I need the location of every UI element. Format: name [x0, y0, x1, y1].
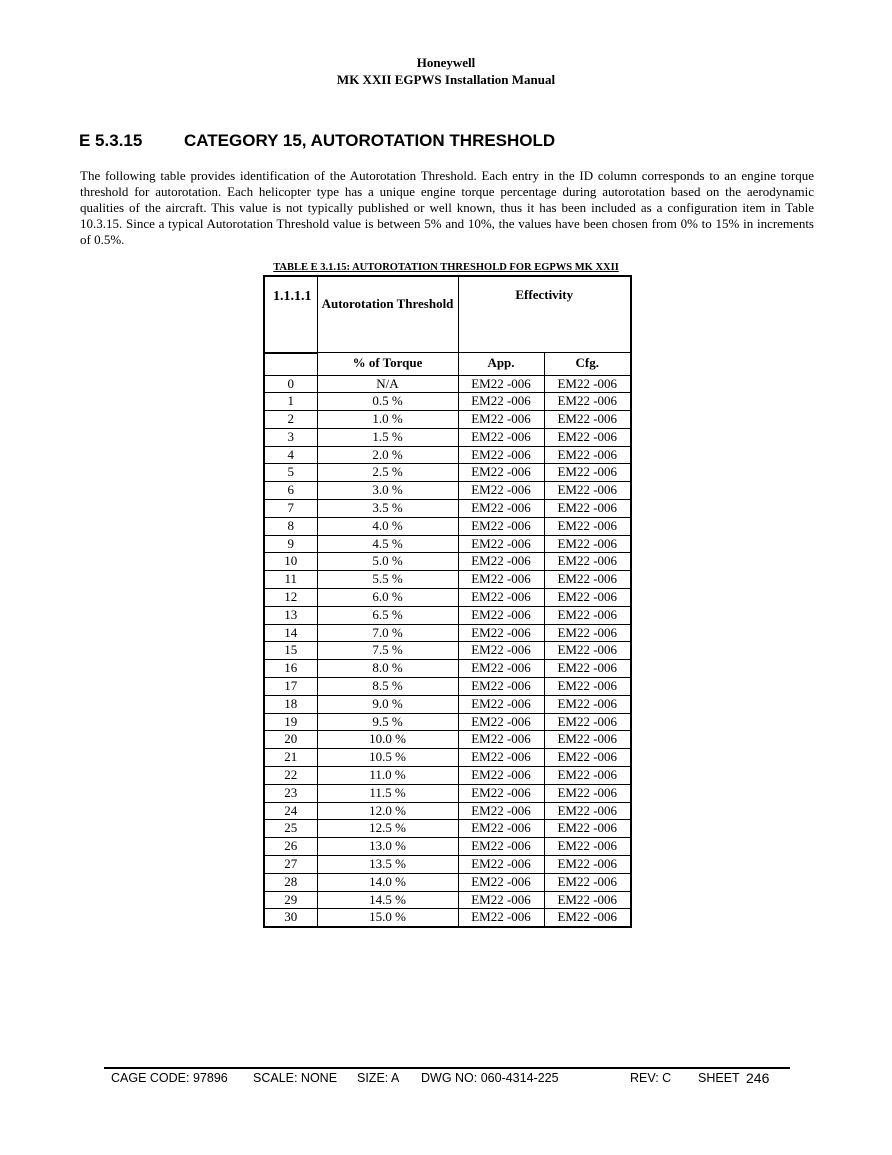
cfg-cell: EM22 -006	[544, 535, 631, 553]
app-cell: EM22 -006	[458, 428, 544, 446]
threshold-cell: 14.0 %	[317, 873, 458, 891]
id-cell: 9	[264, 535, 317, 553]
threshold-column-header: Autorotation Threshold	[317, 276, 458, 353]
cfg-cell: EM22 -006	[544, 517, 631, 535]
id-cell: 26	[264, 838, 317, 856]
table-caption: TABLE E 3.1.15: AUTOROTATION THRESHOLD FOR EGPWS MK XXII	[273, 262, 619, 273]
table-row	[264, 446, 631, 464]
intro-paragraph: The following table provides identification of the Autorotation Threshold. Each entry in the ID column corresponds to an engine torque threshold for autorotation. Each helicopter type has a unique engine torque percentage during autorotation based on the aerodynamic qualities of the aircraft. This value is not typically published or well known, thus it has been included as a configuration item in Table 10.3.15. Since a typical Autorotation Threshold value is between 5% and 10%, the values have been chosen from 0% to 15% in increments of 0.5%.	[80, 168, 814, 247]
table-row	[264, 713, 631, 731]
app-cell: EM22 -006	[458, 678, 544, 696]
table-row	[264, 909, 631, 927]
cfg-cell: EM22 -006	[544, 909, 631, 927]
cfg-subheader: Cfg.	[544, 353, 631, 376]
table-subheader-row	[264, 353, 631, 376]
threshold-cell: 14.5 %	[317, 891, 458, 909]
id-cell: 8	[264, 517, 317, 535]
cfg-cell: EM22 -006	[544, 375, 631, 393]
app-cell: EM22 -006	[458, 660, 544, 678]
id-cell: 4	[264, 446, 317, 464]
cfg-cell: EM22 -006	[544, 767, 631, 785]
id-cell: 30	[264, 909, 317, 927]
id-column-header: 1.1.1.1	[264, 276, 317, 353]
id-cell: 22	[264, 767, 317, 785]
cfg-cell: EM22 -006	[544, 571, 631, 589]
table-row	[264, 606, 631, 624]
threshold-cell: 5.5 %	[317, 571, 458, 589]
cfg-cell: EM22 -006	[544, 820, 631, 838]
table-row	[264, 695, 631, 713]
app-cell: EM22 -006	[458, 517, 544, 535]
footer-divider	[104, 1067, 790, 1069]
table-body	[264, 375, 631, 927]
id-cell: 0	[264, 375, 317, 393]
autorotation-threshold-table	[263, 275, 632, 928]
app-cell: EM22 -006	[458, 820, 544, 838]
id-cell: 15	[264, 642, 317, 660]
app-cell: EM22 -006	[458, 464, 544, 482]
table-row	[264, 553, 631, 571]
table-row	[264, 571, 631, 589]
app-cell: EM22 -006	[458, 695, 544, 713]
id-cell: 17	[264, 678, 317, 696]
table-row	[264, 802, 631, 820]
threshold-cell: 1.5 %	[317, 428, 458, 446]
app-cell: EM22 -006	[458, 482, 544, 500]
id-cell: 27	[264, 856, 317, 874]
cfg-cell: EM22 -006	[544, 695, 631, 713]
threshold-cell: 7.5 %	[317, 642, 458, 660]
threshold-cell: 10.0 %	[317, 731, 458, 749]
id-cell: 12	[264, 589, 317, 607]
cfg-cell: EM22 -006	[544, 802, 631, 820]
footer-rev: REV: C	[630, 1071, 672, 1085]
cfg-cell: EM22 -006	[544, 464, 631, 482]
footer-size: SIZE: A	[357, 1071, 400, 1085]
id-cell: 24	[264, 802, 317, 820]
app-cell: EM22 -006	[458, 589, 544, 607]
table-row	[264, 393, 631, 411]
threshold-cell: 12.5 %	[317, 820, 458, 838]
table-row	[264, 411, 631, 429]
app-subheader: App.	[458, 353, 544, 376]
cfg-cell: EM22 -006	[544, 749, 631, 767]
footer-sheet-label: SHEET	[698, 1071, 740, 1085]
table-row	[264, 873, 631, 891]
app-cell: EM22 -006	[458, 767, 544, 785]
threshold-cell: 10.5 %	[317, 749, 458, 767]
table-row	[264, 820, 631, 838]
cfg-cell: EM22 -006	[544, 411, 631, 429]
app-cell: EM22 -006	[458, 909, 544, 927]
table-row	[264, 660, 631, 678]
section-heading	[79, 131, 555, 151]
threshold-cell: 8.5 %	[317, 678, 458, 696]
section-title: CATEGORY 15, AUTOROTATION THRESHOLD	[184, 131, 556, 150]
app-cell: EM22 -006	[458, 553, 544, 571]
table-row	[264, 535, 631, 553]
id-cell: 5	[264, 464, 317, 482]
header-manual-title: MK XXII EGPWS Installation Manual	[336, 72, 556, 87]
header-company: Honeywell	[416, 55, 476, 70]
cfg-cell: EM22 -006	[544, 589, 631, 607]
id-cell: 28	[264, 873, 317, 891]
app-cell: EM22 -006	[458, 535, 544, 553]
id-cell: 7	[264, 500, 317, 518]
table-row	[264, 838, 631, 856]
table-row	[264, 856, 631, 874]
id-cell: 11	[264, 571, 317, 589]
footer-cage-code: CAGE CODE: 97896	[111, 1071, 228, 1085]
threshold-cell: 2.0 %	[317, 446, 458, 464]
cfg-cell: EM22 -006	[544, 642, 631, 660]
cfg-cell: EM22 -006	[544, 678, 631, 696]
unit-subheader: % of Torque	[317, 353, 458, 376]
threshold-cell: 4.0 %	[317, 517, 458, 535]
footer-sheet-number: 246	[746, 1070, 770, 1086]
id-cell: 20	[264, 731, 317, 749]
app-cell: EM22 -006	[458, 446, 544, 464]
table-row	[264, 891, 631, 909]
threshold-cell: N/A	[317, 375, 458, 393]
id-cell: 21	[264, 749, 317, 767]
app-cell: EM22 -006	[458, 642, 544, 660]
table-row	[264, 642, 631, 660]
app-cell: EM22 -006	[458, 571, 544, 589]
cfg-cell: EM22 -006	[544, 482, 631, 500]
cfg-cell: EM22 -006	[544, 891, 631, 909]
threshold-cell: 3.5 %	[317, 500, 458, 518]
cfg-cell: EM22 -006	[544, 553, 631, 571]
id-cell: 18	[264, 695, 317, 713]
id-cell: 10	[264, 553, 317, 571]
app-cell: EM22 -006	[458, 411, 544, 429]
threshold-cell: 6.0 %	[317, 589, 458, 607]
id-cell: 2	[264, 411, 317, 429]
threshold-cell: 11.5 %	[317, 784, 458, 802]
app-cell: EM22 -006	[458, 873, 544, 891]
app-cell: EM22 -006	[458, 375, 544, 393]
threshold-cell: 8.0 %	[317, 660, 458, 678]
threshold-cell: 5.0 %	[317, 553, 458, 571]
cfg-cell: EM22 -006	[544, 393, 631, 411]
cfg-cell: EM22 -006	[544, 624, 631, 642]
table-row	[264, 375, 631, 393]
table-row	[264, 428, 631, 446]
cfg-cell: EM22 -006	[544, 873, 631, 891]
app-cell: EM22 -006	[458, 393, 544, 411]
id-subheader	[264, 353, 317, 376]
footer-dwg-no: DWG NO: 060-4314-225	[421, 1071, 559, 1085]
table-row	[264, 589, 631, 607]
threshold-cell: 9.0 %	[317, 695, 458, 713]
id-cell: 16	[264, 660, 317, 678]
footer-scale: SCALE: NONE	[253, 1071, 338, 1085]
threshold-cell: 4.5 %	[317, 535, 458, 553]
threshold-cell: 13.0 %	[317, 838, 458, 856]
app-cell: EM22 -006	[458, 500, 544, 518]
cfg-cell: EM22 -006	[544, 660, 631, 678]
table-row	[264, 678, 631, 696]
table-row	[264, 749, 631, 767]
cfg-cell: EM22 -006	[544, 606, 631, 624]
app-cell: EM22 -006	[458, 731, 544, 749]
cfg-cell: EM22 -006	[544, 838, 631, 856]
id-cell: 29	[264, 891, 317, 909]
app-cell: EM22 -006	[458, 624, 544, 642]
table-row	[264, 482, 631, 500]
id-cell: 3	[264, 428, 317, 446]
threshold-cell: 1.0 %	[317, 411, 458, 429]
id-cell: 14	[264, 624, 317, 642]
app-cell: EM22 -006	[458, 606, 544, 624]
app-cell: EM22 -006	[458, 891, 544, 909]
app-cell: EM22 -006	[458, 713, 544, 731]
cfg-cell: EM22 -006	[544, 500, 631, 518]
table-row	[264, 500, 631, 518]
table-row	[264, 517, 631, 535]
threshold-cell: 6.5 %	[317, 606, 458, 624]
cfg-cell: EM22 -006	[544, 856, 631, 874]
app-cell: EM22 -006	[458, 749, 544, 767]
cfg-cell: EM22 -006	[544, 713, 631, 731]
id-cell: 1	[264, 393, 317, 411]
threshold-cell: 9.5 %	[317, 713, 458, 731]
page-header	[0, 54, 892, 88]
table-row	[264, 784, 631, 802]
app-cell: EM22 -006	[458, 784, 544, 802]
section-number: E 5.3.15	[79, 131, 143, 150]
cfg-cell: EM22 -006	[544, 731, 631, 749]
threshold-cell: 3.0 %	[317, 482, 458, 500]
id-cell: 23	[264, 784, 317, 802]
id-cell: 19	[264, 713, 317, 731]
threshold-cell: 11.0 %	[317, 767, 458, 785]
threshold-cell: 12.0 %	[317, 802, 458, 820]
app-cell: EM22 -006	[458, 802, 544, 820]
table-row	[264, 731, 631, 749]
table-row	[264, 464, 631, 482]
table-row	[264, 767, 631, 785]
cfg-cell: EM22 -006	[544, 446, 631, 464]
threshold-cell: 0.5 %	[317, 393, 458, 411]
cfg-cell: EM22 -006	[544, 784, 631, 802]
app-cell: EM22 -006	[458, 856, 544, 874]
threshold-cell: 2.5 %	[317, 464, 458, 482]
cfg-cell: EM22 -006	[544, 428, 631, 446]
table-header-row	[264, 276, 631, 353]
id-cell: 25	[264, 820, 317, 838]
app-cell: EM22 -006	[458, 838, 544, 856]
threshold-cell: 15.0 %	[317, 909, 458, 927]
threshold-cell: 7.0 %	[317, 624, 458, 642]
id-cell: 13	[264, 606, 317, 624]
effectivity-column-header: Effectivity	[458, 276, 631, 353]
threshold-cell: 13.5 %	[317, 856, 458, 874]
id-cell: 6	[264, 482, 317, 500]
table-row	[264, 624, 631, 642]
